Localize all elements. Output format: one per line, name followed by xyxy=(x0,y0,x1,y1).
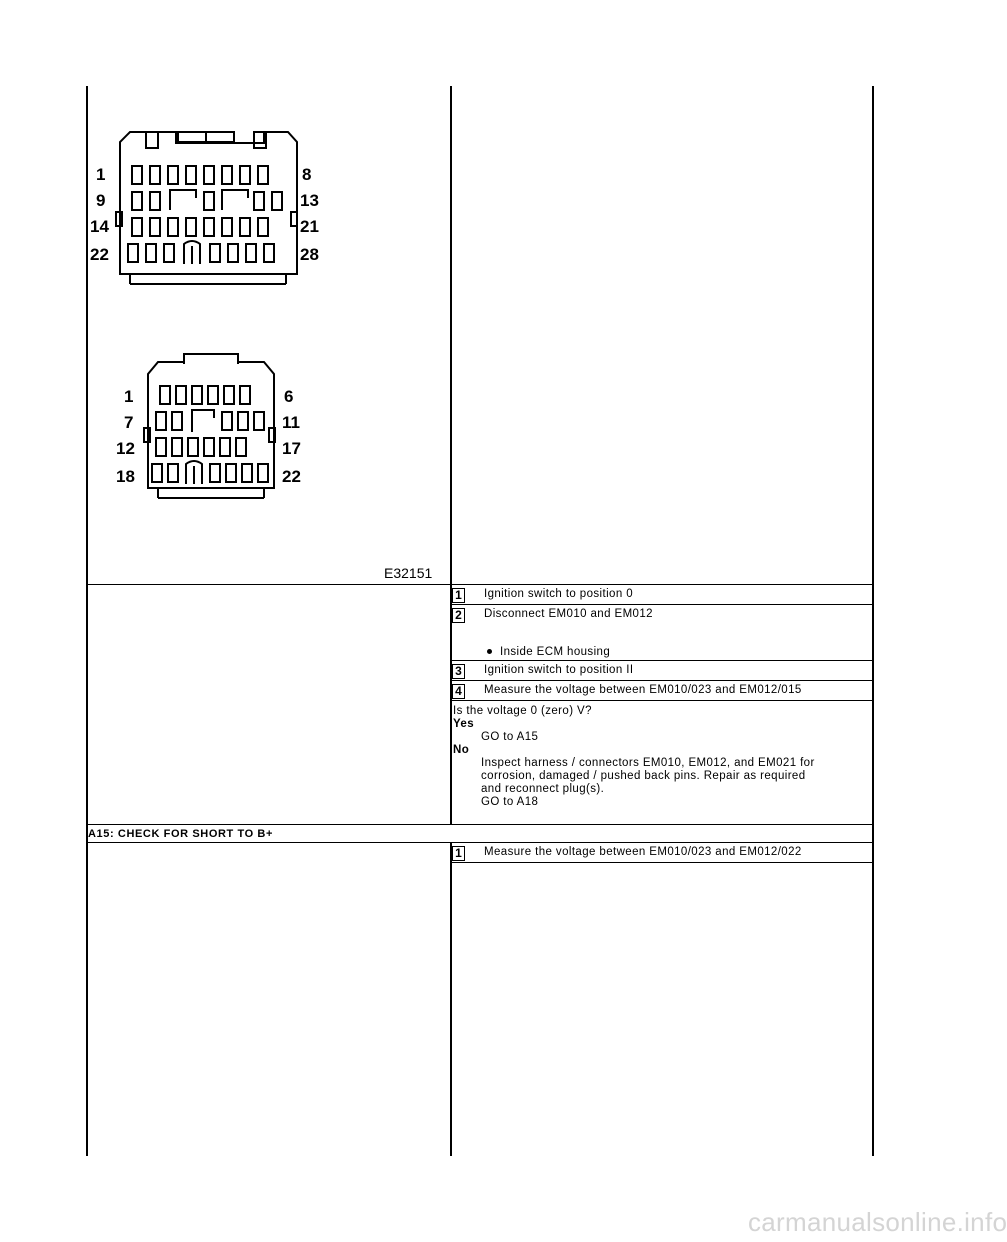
sub-bullet-text: Inside ECM housing xyxy=(500,646,611,658)
bottom-connector-outline xyxy=(144,354,275,498)
row-divider-a14-end xyxy=(86,824,874,825)
no-action-line-2: corrosion, damaged / pushed back pins. Repair as required xyxy=(481,770,806,782)
bottom-pin-label-right-1: 6 xyxy=(284,387,294,406)
column-divider-top xyxy=(450,86,452,824)
a15-step-row-1 xyxy=(452,845,873,861)
step-separator xyxy=(452,680,873,681)
step-text: Measure the voltage between EM010/023 and EM012/015 xyxy=(484,684,802,696)
top-pin-label-left-4: 22 xyxy=(90,245,109,264)
top-pin-label-left-3: 14 xyxy=(90,217,109,236)
column-divider-bottom xyxy=(450,843,452,1156)
bottom-pin-label-right-3: 17 xyxy=(282,439,301,458)
no-action-line-4: GO to A18 xyxy=(481,796,539,808)
step-number: 1 xyxy=(452,846,465,861)
yes-action: GO to A15 xyxy=(481,731,539,743)
step-number: 2 xyxy=(452,608,465,623)
top-pin-label-left-2: 9 xyxy=(96,191,106,210)
sub-bullet-item xyxy=(487,646,610,658)
bullet-icon xyxy=(487,649,492,654)
step-text: Disconnect EM010 and EM012 xyxy=(484,608,653,620)
question-text: Is the voltage 0 (zero) V? xyxy=(453,705,592,717)
bottom-pin-label-left-4: 18 xyxy=(116,467,135,486)
no-action-line-3: and reconnect plug(s). xyxy=(481,783,605,795)
top-pin-label-left-1: 1 xyxy=(96,165,106,184)
step-row-4 xyxy=(452,683,873,699)
footer-watermark: carmanualsonline.info xyxy=(748,1207,1007,1237)
step-number: 1 xyxy=(452,588,465,603)
bottom-pin-label-left-1: 1 xyxy=(124,387,134,406)
section-title-a15: A15: CHECK FOR SHORT TO B+ xyxy=(88,828,273,840)
bottom-pin-label-left-2: 7 xyxy=(124,413,134,432)
step-number: 4 xyxy=(452,684,465,699)
top-pin-label-right-4: 28 xyxy=(300,245,319,264)
connector-pinout-diagram xyxy=(88,88,448,584)
figure-id: E32151 xyxy=(384,565,433,581)
step-separator xyxy=(452,604,873,605)
bottom-pin-label-right-4: 22 xyxy=(282,467,301,486)
top-pin-label-right-3: 21 xyxy=(300,217,319,236)
step-text: Ignition switch to position 0 xyxy=(484,588,634,600)
step-number: 3 xyxy=(452,664,465,679)
step-text: Measure the voltage between EM010/023 and EM012/022 xyxy=(484,846,802,858)
step-row-3 xyxy=(452,663,873,679)
top-connector-outline xyxy=(116,132,297,284)
step-text: Ignition switch to position II xyxy=(484,664,634,676)
connector-diagram-svg xyxy=(88,88,448,584)
step-row-1 xyxy=(452,587,873,603)
step-separator xyxy=(452,660,873,661)
yes-label: Yes xyxy=(453,718,475,730)
bottom-pin-label-right-2: 11 xyxy=(282,413,300,432)
row-divider-diagram xyxy=(86,584,874,585)
bottom-pin-label-left-3: 12 xyxy=(116,439,135,458)
row-divider-a15-title xyxy=(86,842,874,843)
step-row-2 xyxy=(452,607,873,623)
step-separator xyxy=(452,700,873,701)
step-separator xyxy=(452,862,873,863)
question-block xyxy=(453,705,871,809)
top-pin-label-right-2: 13 xyxy=(300,191,319,210)
no-action-line-1: Inspect harness / connectors EM010, EM012, and EM021 for xyxy=(481,757,815,769)
top-pin-label-right-1: 8 xyxy=(302,165,312,184)
no-label: No xyxy=(453,744,470,756)
